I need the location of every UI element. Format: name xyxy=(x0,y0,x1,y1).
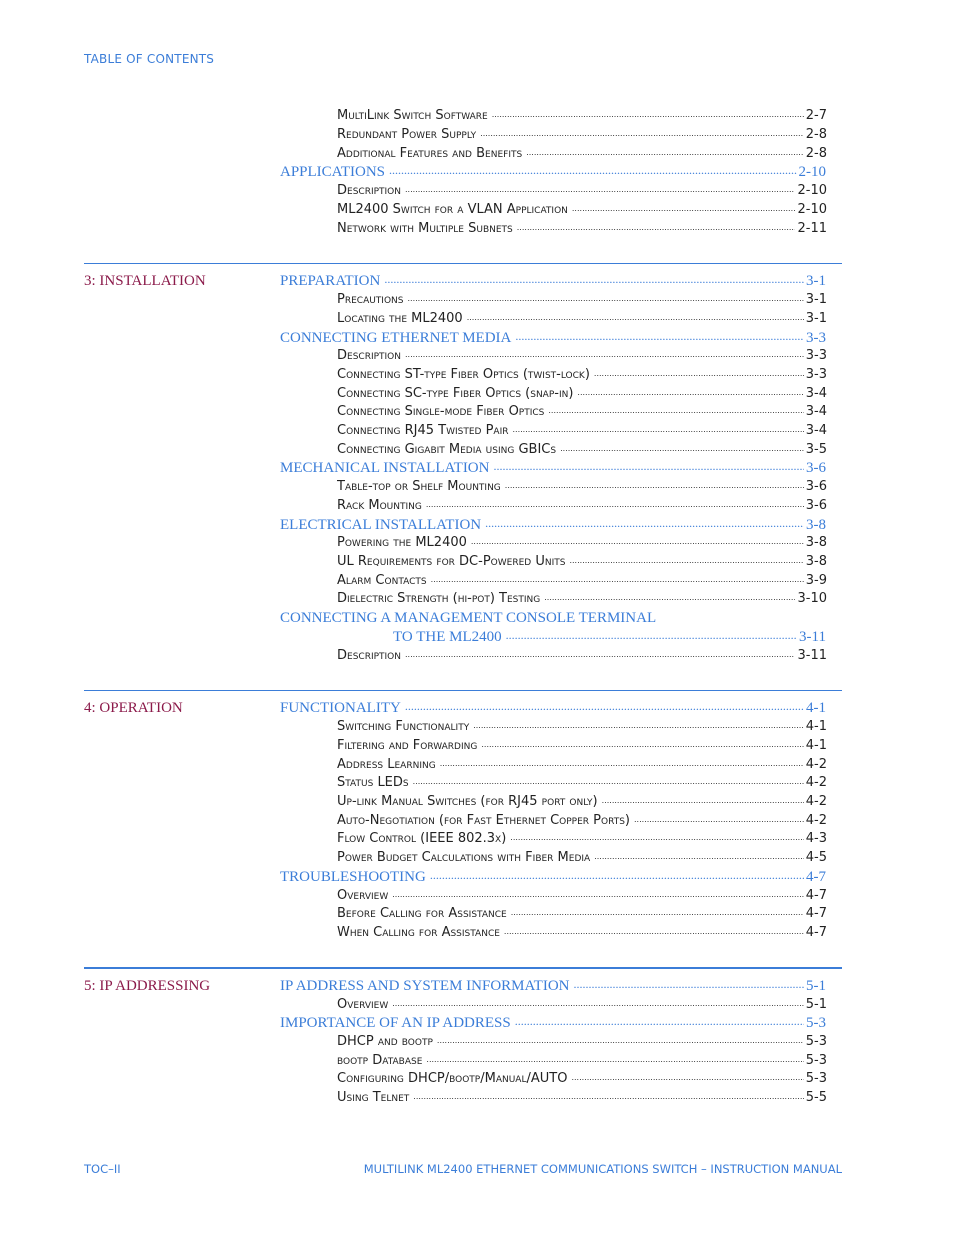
toc-leader-dots xyxy=(510,834,803,842)
toc-entry-page: 3-6 xyxy=(805,498,827,513)
toc-section-page: 3-8 xyxy=(806,517,826,533)
chapter-title-installation: 3: INSTALLATION xyxy=(84,273,206,289)
toc-entry-page: 3-4 xyxy=(805,404,827,419)
toc-entry-precautions[interactable] xyxy=(337,292,827,311)
toc-leader-dots xyxy=(408,295,804,303)
toc-leader-dots xyxy=(571,1074,803,1082)
toc-entry-overview[interactable] xyxy=(337,997,827,1016)
toc-entry-page: 3-5 xyxy=(805,442,827,457)
toc-entry-page: 3-3 xyxy=(805,348,827,363)
toc-section-label: TO THE ML2400 xyxy=(393,629,502,645)
toc-entry-label: Overview xyxy=(337,888,389,903)
toc-entry-page: 3-11 xyxy=(797,648,827,663)
toc-section-electrical-installation[interactable] xyxy=(280,517,826,536)
toc-leader-dots xyxy=(413,778,804,786)
toc-section-page: 3-6 xyxy=(806,460,826,476)
toc-entry-page: 3-1 xyxy=(805,292,827,307)
toc-leader-dots xyxy=(513,426,804,434)
toc-entry-status-leds[interactable] xyxy=(337,775,827,794)
toc-entry-address-learning[interactable] xyxy=(337,757,827,776)
toc-leader-dots xyxy=(481,741,803,749)
chapter-divider xyxy=(84,690,842,691)
toc-leader-dots xyxy=(485,517,804,529)
toc-leader-dots xyxy=(405,700,804,712)
toc-entry-page: 2-11 xyxy=(797,221,827,236)
toc-entry-label: Overview xyxy=(337,997,389,1012)
toc-entry-page: 4-5 xyxy=(805,850,827,865)
toc-entry-when-calling[interactable] xyxy=(337,925,827,944)
toc-entry-page: 3-8 xyxy=(805,535,827,550)
toc-entry-page: 4-1 xyxy=(805,719,827,734)
toc-leader-dots xyxy=(526,149,804,157)
toc-entry-bootp-database[interactable] xyxy=(337,1053,827,1072)
toc-section-applications[interactable] xyxy=(280,164,826,183)
toc-entry-label: Before Calling for Assistance xyxy=(337,906,507,921)
toc-entry-st-fiber[interactable] xyxy=(337,367,827,386)
toc-entry-label: Precautions xyxy=(337,292,404,307)
toc-entry-multilink-switch-software[interactable] xyxy=(337,108,827,127)
toc-leader-dots xyxy=(505,482,804,490)
toc-leader-dots xyxy=(506,629,797,641)
toc-entry-before-calling[interactable] xyxy=(337,906,827,925)
toc-entry-page: 4-7 xyxy=(805,888,827,903)
toc-entry-label: Connecting Single-mode Fiber Optics xyxy=(337,404,545,419)
footer-page-number: TOC–II xyxy=(84,1162,121,1176)
toc-entry-using-telnet[interactable] xyxy=(337,1090,827,1109)
toc-entry-label: Redundant Power Supply xyxy=(337,127,477,142)
toc-entry-label: Address Learning xyxy=(337,757,436,772)
toc-section-management-console[interactable] xyxy=(393,629,826,648)
toc-entry-label: Filtering and Forwarding xyxy=(337,738,478,753)
toc-entry-additional-features[interactable] xyxy=(337,146,827,165)
toc-leader-dots xyxy=(504,928,804,936)
toc-leader-dots xyxy=(594,853,804,861)
toc-section-label: IP ADDRESS AND SYSTEM INFORMATION xyxy=(280,978,570,994)
toc-entry-page: 4-2 xyxy=(805,757,827,772)
toc-entry-description[interactable] xyxy=(337,183,827,202)
toc-entry-page: 4-1 xyxy=(805,738,827,753)
toc-entry-label: Connecting Gigabit Media using GBICs xyxy=(337,442,557,457)
toc-entry-page: 4-7 xyxy=(805,906,827,921)
toc-section-page: 4-7 xyxy=(806,869,826,885)
toc-entry-label: ML2400 Switch for a VLAN Application xyxy=(337,202,568,217)
toc-leader-dots xyxy=(548,407,803,415)
toc-entry-vlan-application[interactable] xyxy=(337,202,827,221)
toc-entry-page: 3-6 xyxy=(805,479,827,494)
toc-section-label: TROUBLESHOOTING xyxy=(280,869,426,885)
toc-entry-page: 2-8 xyxy=(805,146,827,161)
toc-leader-dots xyxy=(577,389,803,397)
toc-leader-dots xyxy=(384,273,804,285)
toc-entry-label: Using Telnet xyxy=(337,1090,410,1105)
toc-entry-label: When Calling for Assistance xyxy=(337,925,500,940)
toc-entry-page: 5-3 xyxy=(805,1071,827,1086)
toc-entry-powering[interactable] xyxy=(337,535,827,554)
toc-entry-label: Rack Mounting xyxy=(337,498,422,513)
toc-section-preparation[interactable] xyxy=(280,273,826,292)
toc-section-label: CONNECTING ETHERNET MEDIA xyxy=(280,330,512,346)
toc-entry-label: Power Budget Calculations with Fiber Media xyxy=(337,850,591,865)
toc-leader-dots xyxy=(430,869,804,881)
toc-section-label: FUNCTIONALITY xyxy=(280,700,401,716)
toc-leader-dots xyxy=(594,370,804,378)
toc-leader-dots xyxy=(405,351,804,359)
toc-entry-page: 5-3 xyxy=(805,1034,827,1049)
toc-entry-label: Description xyxy=(337,348,401,363)
toc-entry-gigabit-gbics[interactable] xyxy=(337,442,827,461)
toc-leader-dots xyxy=(544,594,795,602)
toc-entry-uplink-switches[interactable] xyxy=(337,794,827,813)
toc-entry-label: Status LEDs xyxy=(337,775,409,790)
toc-leader-dots xyxy=(471,538,804,546)
toc-entry-description[interactable] xyxy=(337,648,827,667)
toc-entry-page: 5-1 xyxy=(805,997,827,1012)
toc-entry-page: 3-1 xyxy=(805,311,827,326)
toc-leader-dots xyxy=(569,557,803,565)
toc-entry-sc-fiber[interactable] xyxy=(337,386,827,405)
toc-section-page: 4-1 xyxy=(806,700,826,716)
toc-entry-label: bootp Database xyxy=(337,1053,423,1068)
toc-entry-label: DHCP and bootp xyxy=(337,1034,433,1049)
toc-entry-configuring-dhcp[interactable] xyxy=(337,1071,827,1090)
toc-leader-dots xyxy=(392,891,804,899)
toc-entry-page: 4-7 xyxy=(805,925,827,940)
toc-entry-page: 4-3 xyxy=(805,831,827,846)
toc-entry-page: 5-3 xyxy=(805,1053,827,1068)
toc-entry-label: Alarm Contacts xyxy=(337,573,427,588)
toc-section-label: ELECTRICAL INSTALLATION xyxy=(280,517,482,533)
toc-section-page: 3-11 xyxy=(799,629,826,645)
toc-entry-label: Network with Multiple Subnets xyxy=(337,221,513,236)
toc-entry-locating[interactable] xyxy=(337,311,827,330)
toc-leader-dots xyxy=(467,314,804,322)
toc-entry-single-mode-fiber[interactable] xyxy=(337,404,827,423)
toc-entry-label: Additional Features and Benefits xyxy=(337,146,523,161)
toc-entry-label: Dielectric Strength (hi-pot) Testing xyxy=(337,591,541,606)
toc-entry-page: 4-2 xyxy=(805,813,827,828)
toc-leader-dots xyxy=(426,1056,803,1064)
chapter-divider xyxy=(84,967,842,969)
toc-section-page: 2-10 xyxy=(798,164,826,180)
toc-entry-label: Flow Control (IEEE 802.3x) xyxy=(337,831,507,846)
toc-leader-dots xyxy=(560,445,804,453)
toc-entry-page: 3-9 xyxy=(805,573,827,588)
toc-section-mechanical-installation[interactable] xyxy=(280,460,826,479)
toc-leader-dots xyxy=(426,501,804,509)
toc-section-label: PREPARATION xyxy=(280,273,381,289)
toc-leader-dots xyxy=(515,1015,804,1027)
toc-leader-dots xyxy=(413,1093,803,1101)
toc-entry-power-budget[interactable] xyxy=(337,850,827,869)
toc-section-importance-ip-address[interactable] xyxy=(280,1015,826,1034)
toc-leader-dots xyxy=(405,651,795,659)
toc-entry-page: 4-2 xyxy=(805,794,827,809)
toc-leader-dots xyxy=(634,816,804,824)
toc-leader-dots xyxy=(389,164,796,176)
toc-leader-dots xyxy=(572,205,796,213)
toc-entry-alarm-contacts[interactable] xyxy=(337,573,827,592)
toc-entry-filtering-forwarding[interactable] xyxy=(337,738,827,757)
toc-entry-page: 2-7 xyxy=(805,108,827,123)
toc-leader-dots xyxy=(515,330,804,342)
toc-section-label: IMPORTANCE OF AN IP ADDRESS xyxy=(280,1015,511,1031)
toc-entry-label: Locating the ML2400 xyxy=(337,311,463,326)
toc-leader-dots xyxy=(405,186,795,194)
toc-entry-label: UL Requirements for DC-Powered Units xyxy=(337,554,566,569)
toc-entry-flow-control[interactable] xyxy=(337,831,827,850)
toc-entry-label: Connecting SC-type Fiber Optics (snap-in) xyxy=(337,386,574,401)
toc-leader-dots xyxy=(574,978,805,990)
toc-section-page: 5-1 xyxy=(806,978,826,994)
toc-entry-label: Auto-Negotiation (for Fast Ethernet Copper Ports) xyxy=(337,813,630,828)
toc-section-label: MECHANICAL INSTALLATION xyxy=(280,460,490,476)
chapter-title-ip-addressing: 5: IP ADDRESSING xyxy=(84,978,211,994)
page-header-title: TABLE OF CONTENTS xyxy=(84,52,215,66)
toc-entry-page: 2-10 xyxy=(797,183,827,198)
toc-entry-label: Description xyxy=(337,183,401,198)
toc-entry-page: 3-10 xyxy=(797,591,827,606)
toc-section-label: APPLICATIONS xyxy=(280,164,386,180)
toc-entry-label: Configuring DHCP/bootp/Manual/AUTO xyxy=(337,1071,568,1086)
toc-leader-dots xyxy=(440,760,804,768)
toc-entry-label: Powering the ML2400 xyxy=(337,535,467,550)
toc-entry-overview[interactable] xyxy=(337,888,827,907)
chapter-divider xyxy=(84,263,842,264)
toc-section-troubleshooting[interactable] xyxy=(280,869,826,888)
toc-entry-page: 5-5 xyxy=(805,1090,827,1105)
toc-entry-switching-functionality[interactable] xyxy=(337,719,827,738)
toc-leader-dots xyxy=(492,111,804,119)
toc-leader-dots xyxy=(480,130,804,138)
toc-entry-label: Description xyxy=(337,648,401,663)
toc-leader-dots xyxy=(493,460,804,472)
toc-entry-rj45-twisted-pair[interactable] xyxy=(337,423,827,442)
toc-entry-page: 3-8 xyxy=(805,554,827,569)
footer-manual-title: MULTILINK ML2400 ETHERNET COMMUNICATIONS SWITCH – INSTRUCTION MANUAL xyxy=(363,1162,842,1176)
toc-section-connecting-ethernet-media[interactable] xyxy=(280,330,826,349)
toc-entry-page: 3-3 xyxy=(805,367,827,382)
toc-section-functionality[interactable] xyxy=(280,700,826,719)
toc-entry-label: Switching Functionality xyxy=(337,719,470,734)
toc-entry-auto-negotiation[interactable] xyxy=(337,813,827,832)
toc-entry-page: 4-2 xyxy=(805,775,827,790)
chapter-title-operation: 4: OPERATION xyxy=(84,700,183,716)
toc-section-management-console-line1[interactable]: CONNECTING A MANAGEMENT CONSOLE TERMINAL xyxy=(280,610,657,626)
toc-section-page: 3-1 xyxy=(806,273,826,289)
toc-entry-dhcp-bootp[interactable] xyxy=(337,1034,827,1053)
toc-entry-page: 3-4 xyxy=(805,423,827,438)
toc-leader-dots xyxy=(392,1000,804,1008)
toc-entry-description[interactable] xyxy=(337,348,827,367)
toc-entry-page: 2-10 xyxy=(797,202,827,217)
toc-entry-ul-requirements[interactable] xyxy=(337,554,827,573)
toc-entry-network-multiple-subnets[interactable] xyxy=(337,221,827,240)
toc-leader-dots xyxy=(473,722,804,730)
toc-section-page: 5-3 xyxy=(806,1015,826,1031)
toc-entry-redundant-power-supply[interactable] xyxy=(337,127,827,146)
toc-entry-table-top-mounting[interactable] xyxy=(337,479,827,498)
toc-leader-dots xyxy=(602,797,804,805)
toc-entry-label: Connecting RJ45 Twisted Pair xyxy=(337,423,509,438)
toc-section-page: 3-3 xyxy=(806,330,826,346)
toc-entry-dielectric-testing[interactable] xyxy=(337,591,827,610)
toc-entry-page: 3-4 xyxy=(805,386,827,401)
toc-entry-label: Connecting ST-type Fiber Optics (twist-lock) xyxy=(337,367,590,382)
toc-leader-dots xyxy=(511,909,804,917)
toc-entry-page: 2-8 xyxy=(805,127,827,142)
toc-section-ip-address-system-info[interactable] xyxy=(280,978,826,997)
toc-leader-dots xyxy=(517,224,796,232)
toc-entry-label: MultiLink Switch Software xyxy=(337,108,488,123)
toc-entry-rack-mounting[interactable] xyxy=(337,498,827,517)
toc-entry-label: Up-link Manual Switches (for RJ45 port only) xyxy=(337,794,598,809)
toc-entry-label: Table-top or Shelf Mounting xyxy=(337,479,501,494)
toc-leader-dots xyxy=(437,1037,804,1045)
toc-leader-dots xyxy=(431,576,804,584)
